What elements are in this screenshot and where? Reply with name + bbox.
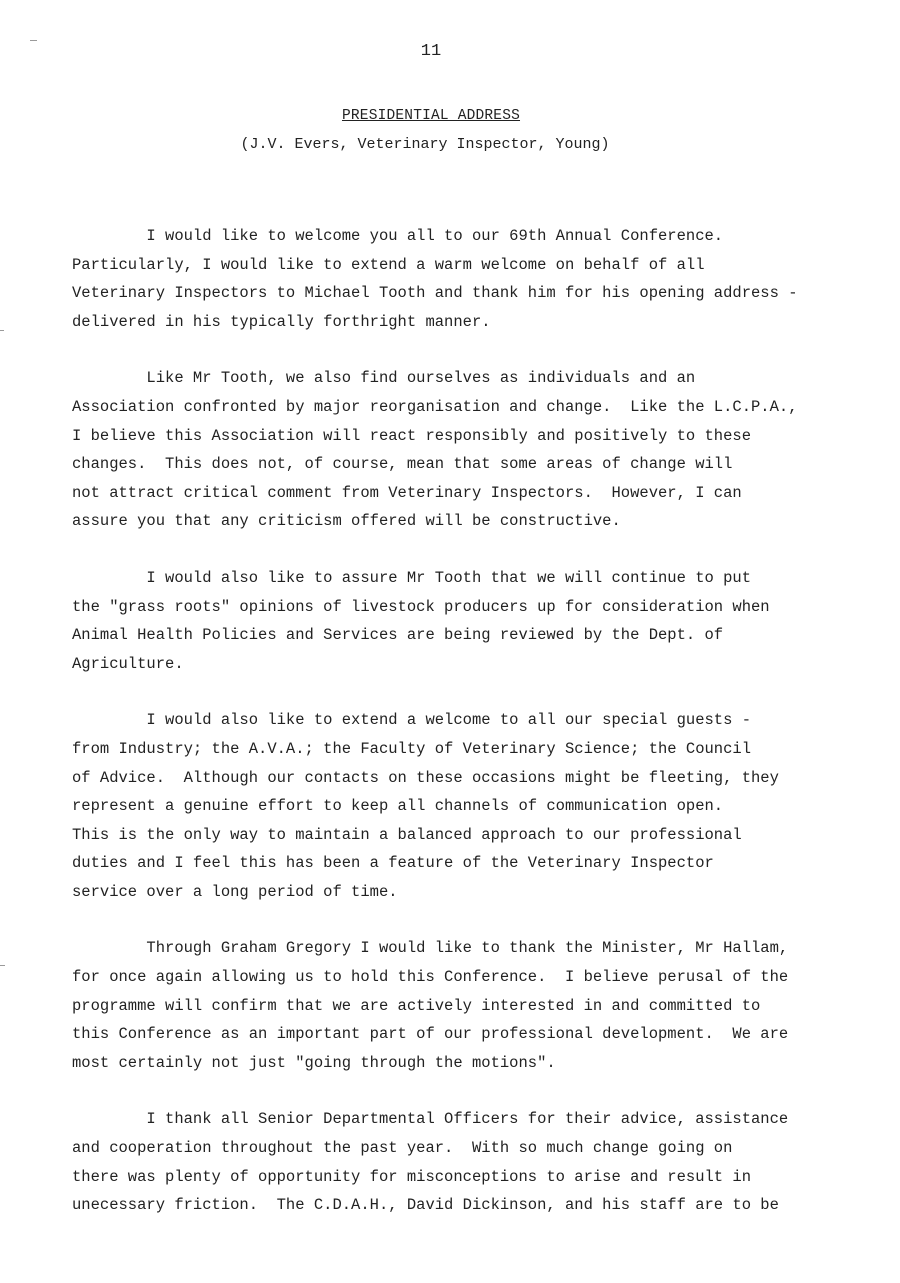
paragraph [72, 1105, 862, 1219]
text-line: most certainly not just "going through the motions". [72, 1053, 556, 1072]
text-line: represent a genuine effort to keep all channels of communication open. [72, 797, 724, 816]
text-line: Animal Health Policies and Services are being reviewed by the Dept. of [72, 626, 724, 645]
text-line: there was plenty of opportunity for misconceptions to arise and result in [72, 1167, 752, 1186]
document-title: PRESIDENTIAL ADDRESS [341, 108, 521, 124]
text-line: assure you that any criticism offered will be constructive. [72, 512, 621, 531]
text-line: Particularly, I would like to extend a warm welcome on behalf of all [72, 255, 705, 274]
text-line: changes. This does not, of course, mean that some areas of change will [72, 455, 733, 474]
text-line: I would like to welcome you all to our 69th Annual Conference. [72, 227, 724, 245]
scan-mark [30, 40, 37, 41]
text-line: Veterinary Inspectors to Michael Tooth and thank him for his opening address - [72, 284, 798, 303]
paragraph [72, 564, 862, 678]
text-line: and cooperation throughout the past year. With so much change going on [72, 1139, 733, 1158]
text-line: unecessary friction. The C.D.A.H., David Dickinson, and his staff are to be [72, 1196, 779, 1215]
text-line: programme will confirm that we are actively interested in and committed to [72, 996, 761, 1015]
text-line: I would also like to assure Mr Tooth that we will continue to put [72, 568, 752, 587]
paragraph [72, 706, 862, 906]
text-line: service over a long period of time. [72, 882, 398, 901]
text-line: I thank all Senior Departmental Officers for their advice, assistance [72, 1110, 789, 1129]
paragraph [72, 222, 862, 336]
text-line: delivered in his typically forthright manner. [72, 312, 491, 331]
scan-mark [0, 965, 5, 966]
text-line: I would also like to extend a welcome to all our special guests - [72, 711, 752, 730]
text-line: for once again allowing us to hold this Conference. I believe perusal of the [72, 968, 789, 987]
text-line: This is the only way to maintain a balanced approach to our professional [72, 825, 742, 844]
text-line: duties and I feel this has been a feature of the Veterinary Inspector [72, 854, 714, 873]
text-line: Agriculture. [72, 654, 184, 673]
text-line: of Advice. Although our contacts on these occasions might be fleeting, they [72, 768, 779, 787]
paragraph [72, 364, 862, 536]
text-line: this Conference as an important part of our professional development. We are [72, 1025, 789, 1044]
text-line: not attract critical comment from Veterinary Inspectors. However, I can [72, 483, 742, 502]
scan-mark [0, 330, 4, 331]
text-line: Through Graham Gregory I would like to thank the Minister, Mr Hallam, [72, 939, 789, 958]
paragraph [72, 934, 862, 1077]
text-line: the "grass roots" opinions of livestock producers up for consideration when [72, 597, 770, 616]
text-line: Association confronted by major reorganisation and change. Like the L.C.P.A., [72, 397, 798, 416]
document-subtitle: (J.V. Evers, Veterinary Inspector, Young) [240, 136, 610, 153]
text-line: I believe this Association will react responsibly and positively to these [72, 426, 752, 445]
text-line: from Industry; the A.V.A.; the Faculty of Veterinary Science; the Council [72, 739, 752, 758]
document-body [72, 222, 862, 1248]
text-line: Like Mr Tooth, we also find ourselves as individuals and an [72, 369, 696, 388]
page-number: 11 [420, 42, 442, 61]
